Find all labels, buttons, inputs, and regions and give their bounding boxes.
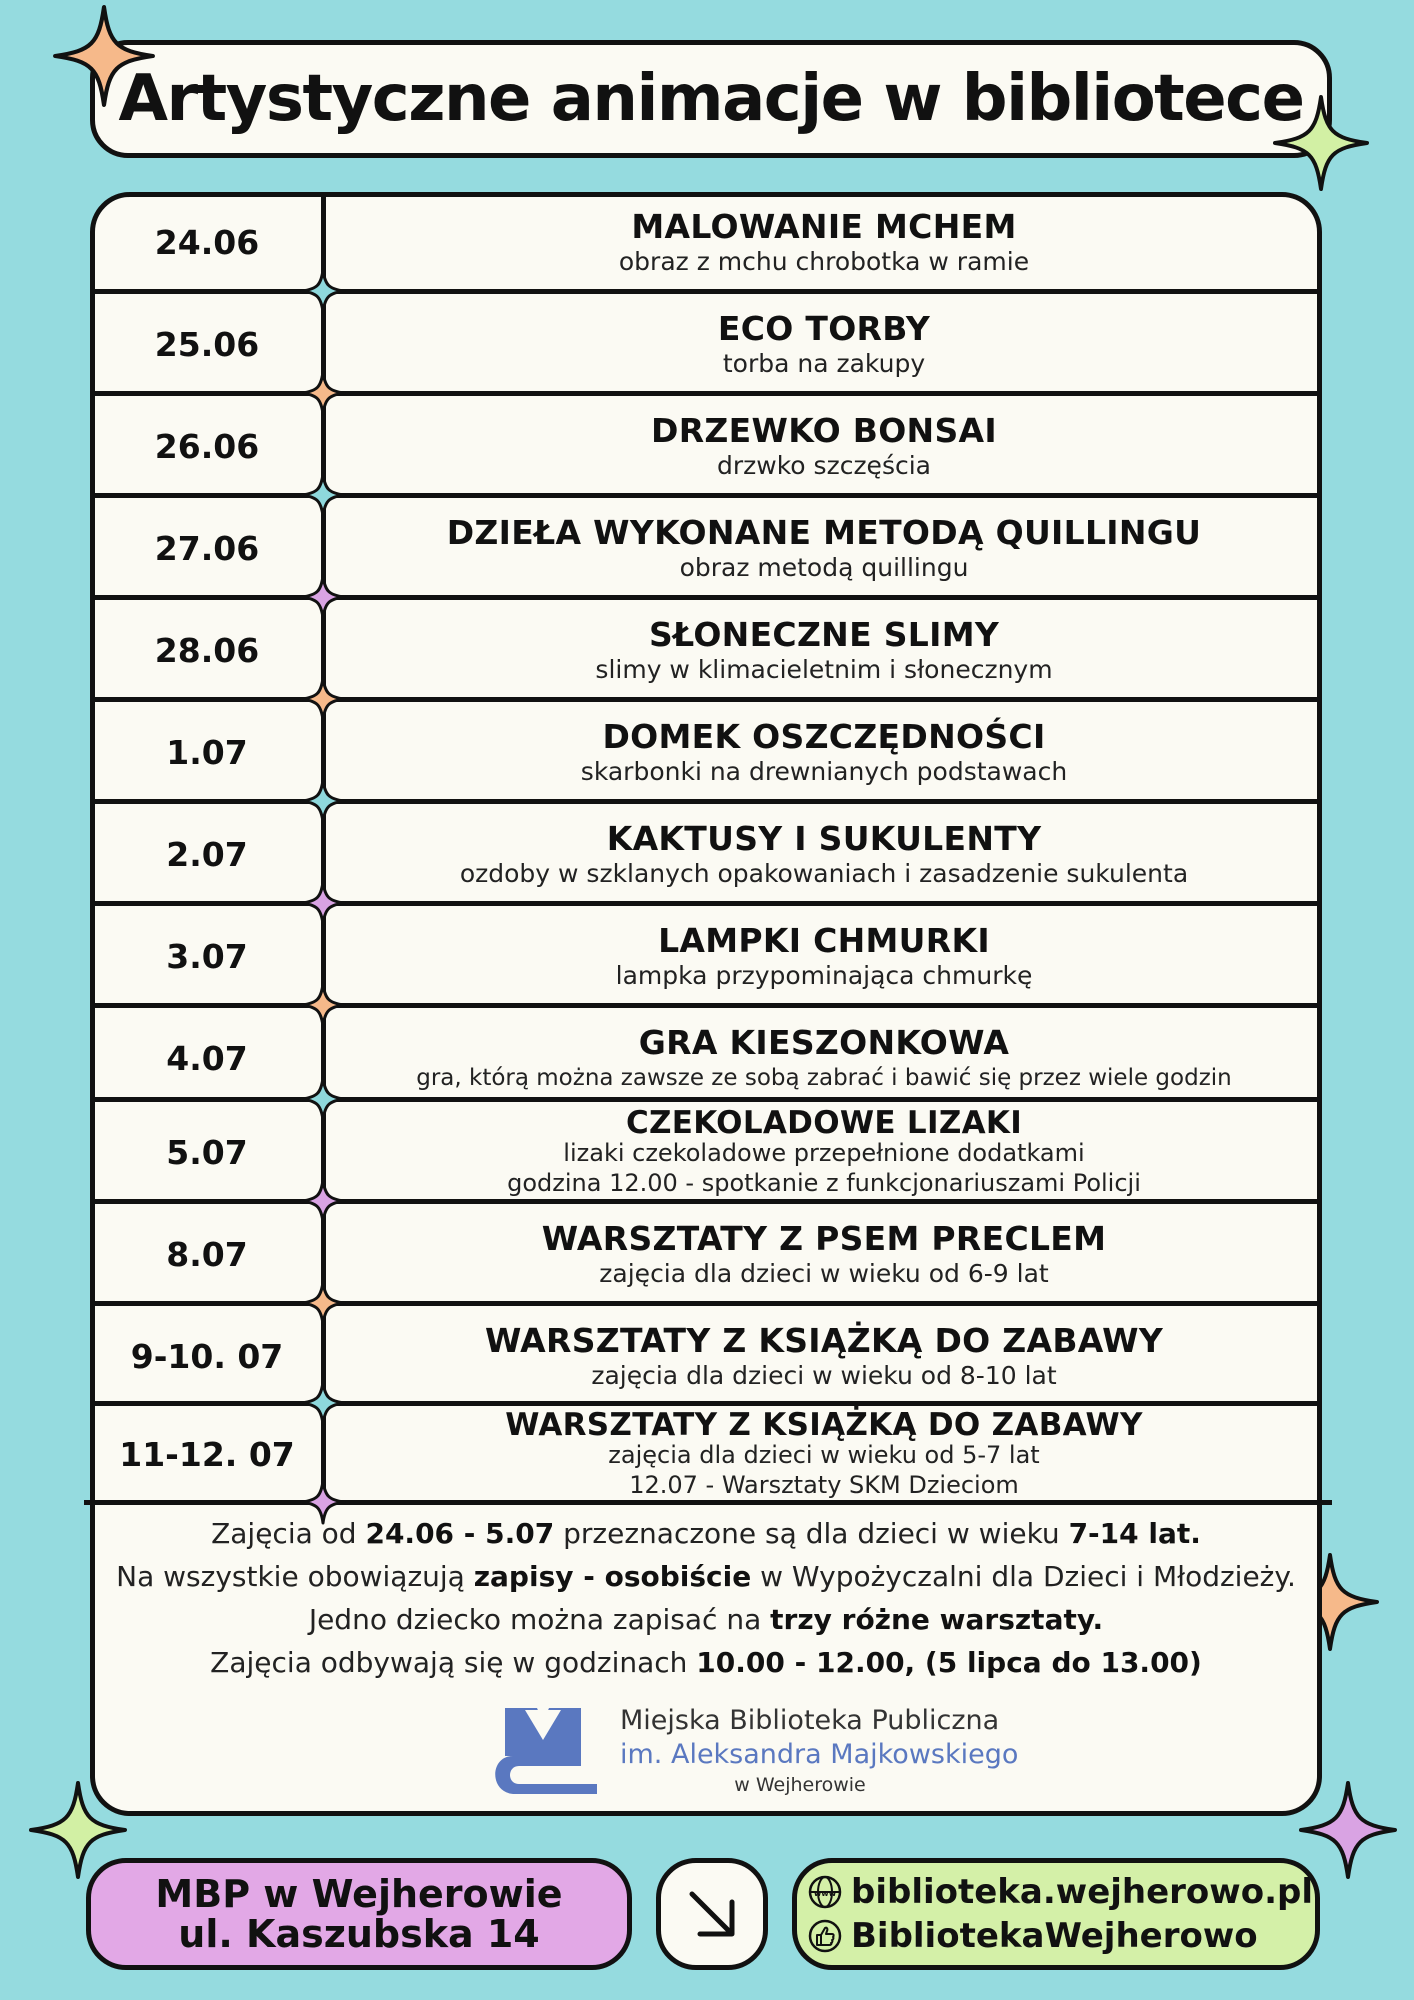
event-title: DOMEK OSZCZĘDNOŚCI [602,716,1046,756]
event-title: WARSZTATY Z PSEM PRECLEM [541,1218,1107,1258]
schedule-row [90,1102,1322,1203]
address-line2: ul. Kaszubska 14 [178,1912,540,1956]
logo-text-line3: w Wejherowie [734,1774,866,1796]
logo-text-line1: Miejska Biblioteka Publiczna [620,1705,1000,1736]
event-description: zajęcia dla dzieci w wieku od 5-7 lat [608,1440,1040,1469]
info-line-registration: Na wszystkie obowiązują zapisy - osobiście w Wypożyczalni dla Dzieci i Młodzieży. [116,1560,1296,1593]
teal-diamond-icon [300,778,346,824]
event-description: torba na zakupy [722,348,926,378]
schedule-row [90,294,1322,395]
teal-diamond-icon [300,268,346,314]
schedule-row [90,600,1322,701]
event-date: 8.07 [166,1235,248,1274]
website-link[interactable]: biblioteka.wejherowo.pl [851,1872,1313,1912]
book-logo-icon [485,1700,600,1800]
event-date: 5.07 [166,1133,248,1172]
facebook-link[interactable]: BibliotekaWejherowo [851,1916,1258,1956]
www-icon-label: www [813,1889,837,1898]
schedule-row [90,1404,1322,1505]
event-description: drzwko szczęścia [717,450,931,480]
orange-sparkle-icon [52,4,156,108]
event-title: CZEKOLADOWE LIZAKI [625,1104,1023,1141]
event-date: 25.06 [154,325,260,364]
logo-text-line2: im. Aleksandra Majkowskiego [620,1739,1019,1770]
event-date: 2.07 [166,835,248,874]
event-description: lampka przypominająca chmurkę [615,960,1033,990]
info-line-limit: Jedno dziecko można zapisać na trzy różne warsztaty. [308,1603,1104,1636]
event-description: ozdoby w szklanych opakowaniach i zasadzenie sukulenta [459,858,1189,888]
schedule-row [90,1204,1322,1305]
schedule-row [90,804,1322,905]
event-title: SŁONECZNE SLIMY [648,614,1000,654]
orange-diamond-icon [300,676,346,722]
event-date: 4.07 [166,1039,248,1078]
event-description: obraz metodą quillingu [679,552,969,582]
event-title: ECO TORBY [717,308,931,348]
event-title: GRA KIESZONKOWA [638,1022,1010,1062]
event-date: 24.06 [154,223,260,262]
purple-diamond-icon [300,880,346,926]
teal-diamond-icon [300,1380,346,1426]
event-description: slimy w klimacieletnim i słonecznym [595,654,1053,684]
event-date: 9-10. 07 [130,1337,284,1376]
schedule-row [90,906,1322,1007]
green-sparkle-icon [1272,94,1370,192]
purple-diamond-icon [300,1178,346,1224]
schedule-bottom-divider [84,1500,1332,1505]
schedule-row [90,1008,1322,1109]
event-description: obraz z mchu chrobotka w ramie [618,246,1030,276]
info-line-age: Zajęcia od 24.06 - 5.07 przeznaczone są dla dzieci w wieku 7-14 lat. [211,1517,1201,1550]
schedule-row [90,1306,1322,1407]
event-title: LAMPKI CHMURKI [658,920,990,960]
event-date: 28.06 [154,631,260,670]
globe-icon [807,1874,843,1910]
arrow-button[interactable] [656,1858,768,1970]
facebook-line[interactable] [807,1914,1258,1958]
event-date: 3.07 [166,937,248,976]
info-line-hours: Zajęcia odbywają się w godzinach 10.00 - 12.00, (5 lipca do 13.00) [210,1646,1202,1679]
teal-diamond-icon [300,472,346,518]
purple-diamond-icon [300,574,346,620]
event-title: DZIEŁA WYKONANE METODĄ QUILLINGU [446,512,1202,552]
event-description: lizaki czekoladowe przepełnione dodatkami [563,1138,1085,1167]
event-note: 12.07 - Warsztaty SKM Dzieciom [629,1470,1019,1499]
library-logo [485,1700,1019,1800]
page-title: Artystyczne animacje w bibliotece [118,62,1304,136]
schedule-row [90,702,1322,803]
schedule-row [90,192,1322,293]
orange-diamond-icon [300,1280,346,1326]
title-banner [90,40,1332,158]
event-date: 27.06 [154,529,260,568]
address-pill [86,1858,632,1970]
event-title: KAKTUSY I SUKULENTY [606,818,1042,858]
address-line1: MBP w Wejherowie [155,1872,563,1916]
event-description: zajęcia dla dzieci w wieku od 8-10 lat [591,1360,1057,1390]
schedule-row [90,396,1322,497]
event-description: skarbonki na drewnianych podstawach [580,756,1068,786]
event-description: zajęcia dla dzieci w wieku od 6-9 lat [599,1258,1049,1288]
info-section [95,1512,1317,1684]
arrow-down-right-icon [682,1884,742,1944]
teal-diamond-icon [300,1076,346,1122]
contact-pill [792,1858,1320,1970]
event-title: MALOWANIE MCHEM [631,206,1017,246]
event-note: godzina 12.00 - spotkanie z funkcjonariuszami Policji [507,1168,1141,1197]
event-date: 1.07 [166,733,248,772]
event-description: gra, którą można zawsze ze sobą zabrać i bawić się przez wiele godzin [416,1064,1232,1091]
thumbs-up-icon [807,1918,843,1954]
event-title: DRZEWKO BONSAI [651,410,997,450]
orange-diamond-icon [300,370,346,416]
event-date: 11-12. 07 [119,1435,295,1474]
orange-diamond-icon [300,982,346,1028]
event-date: 26.06 [154,427,260,466]
event-title: WARSZTATY Z KSIĄŻKĄ DO ZABAWY [505,1406,1143,1443]
schedule-row [90,498,1322,599]
website-line[interactable] [807,1870,1313,1914]
event-title: WARSZTATY Z KSIĄŻKĄ DO ZABAWY [484,1320,1164,1360]
